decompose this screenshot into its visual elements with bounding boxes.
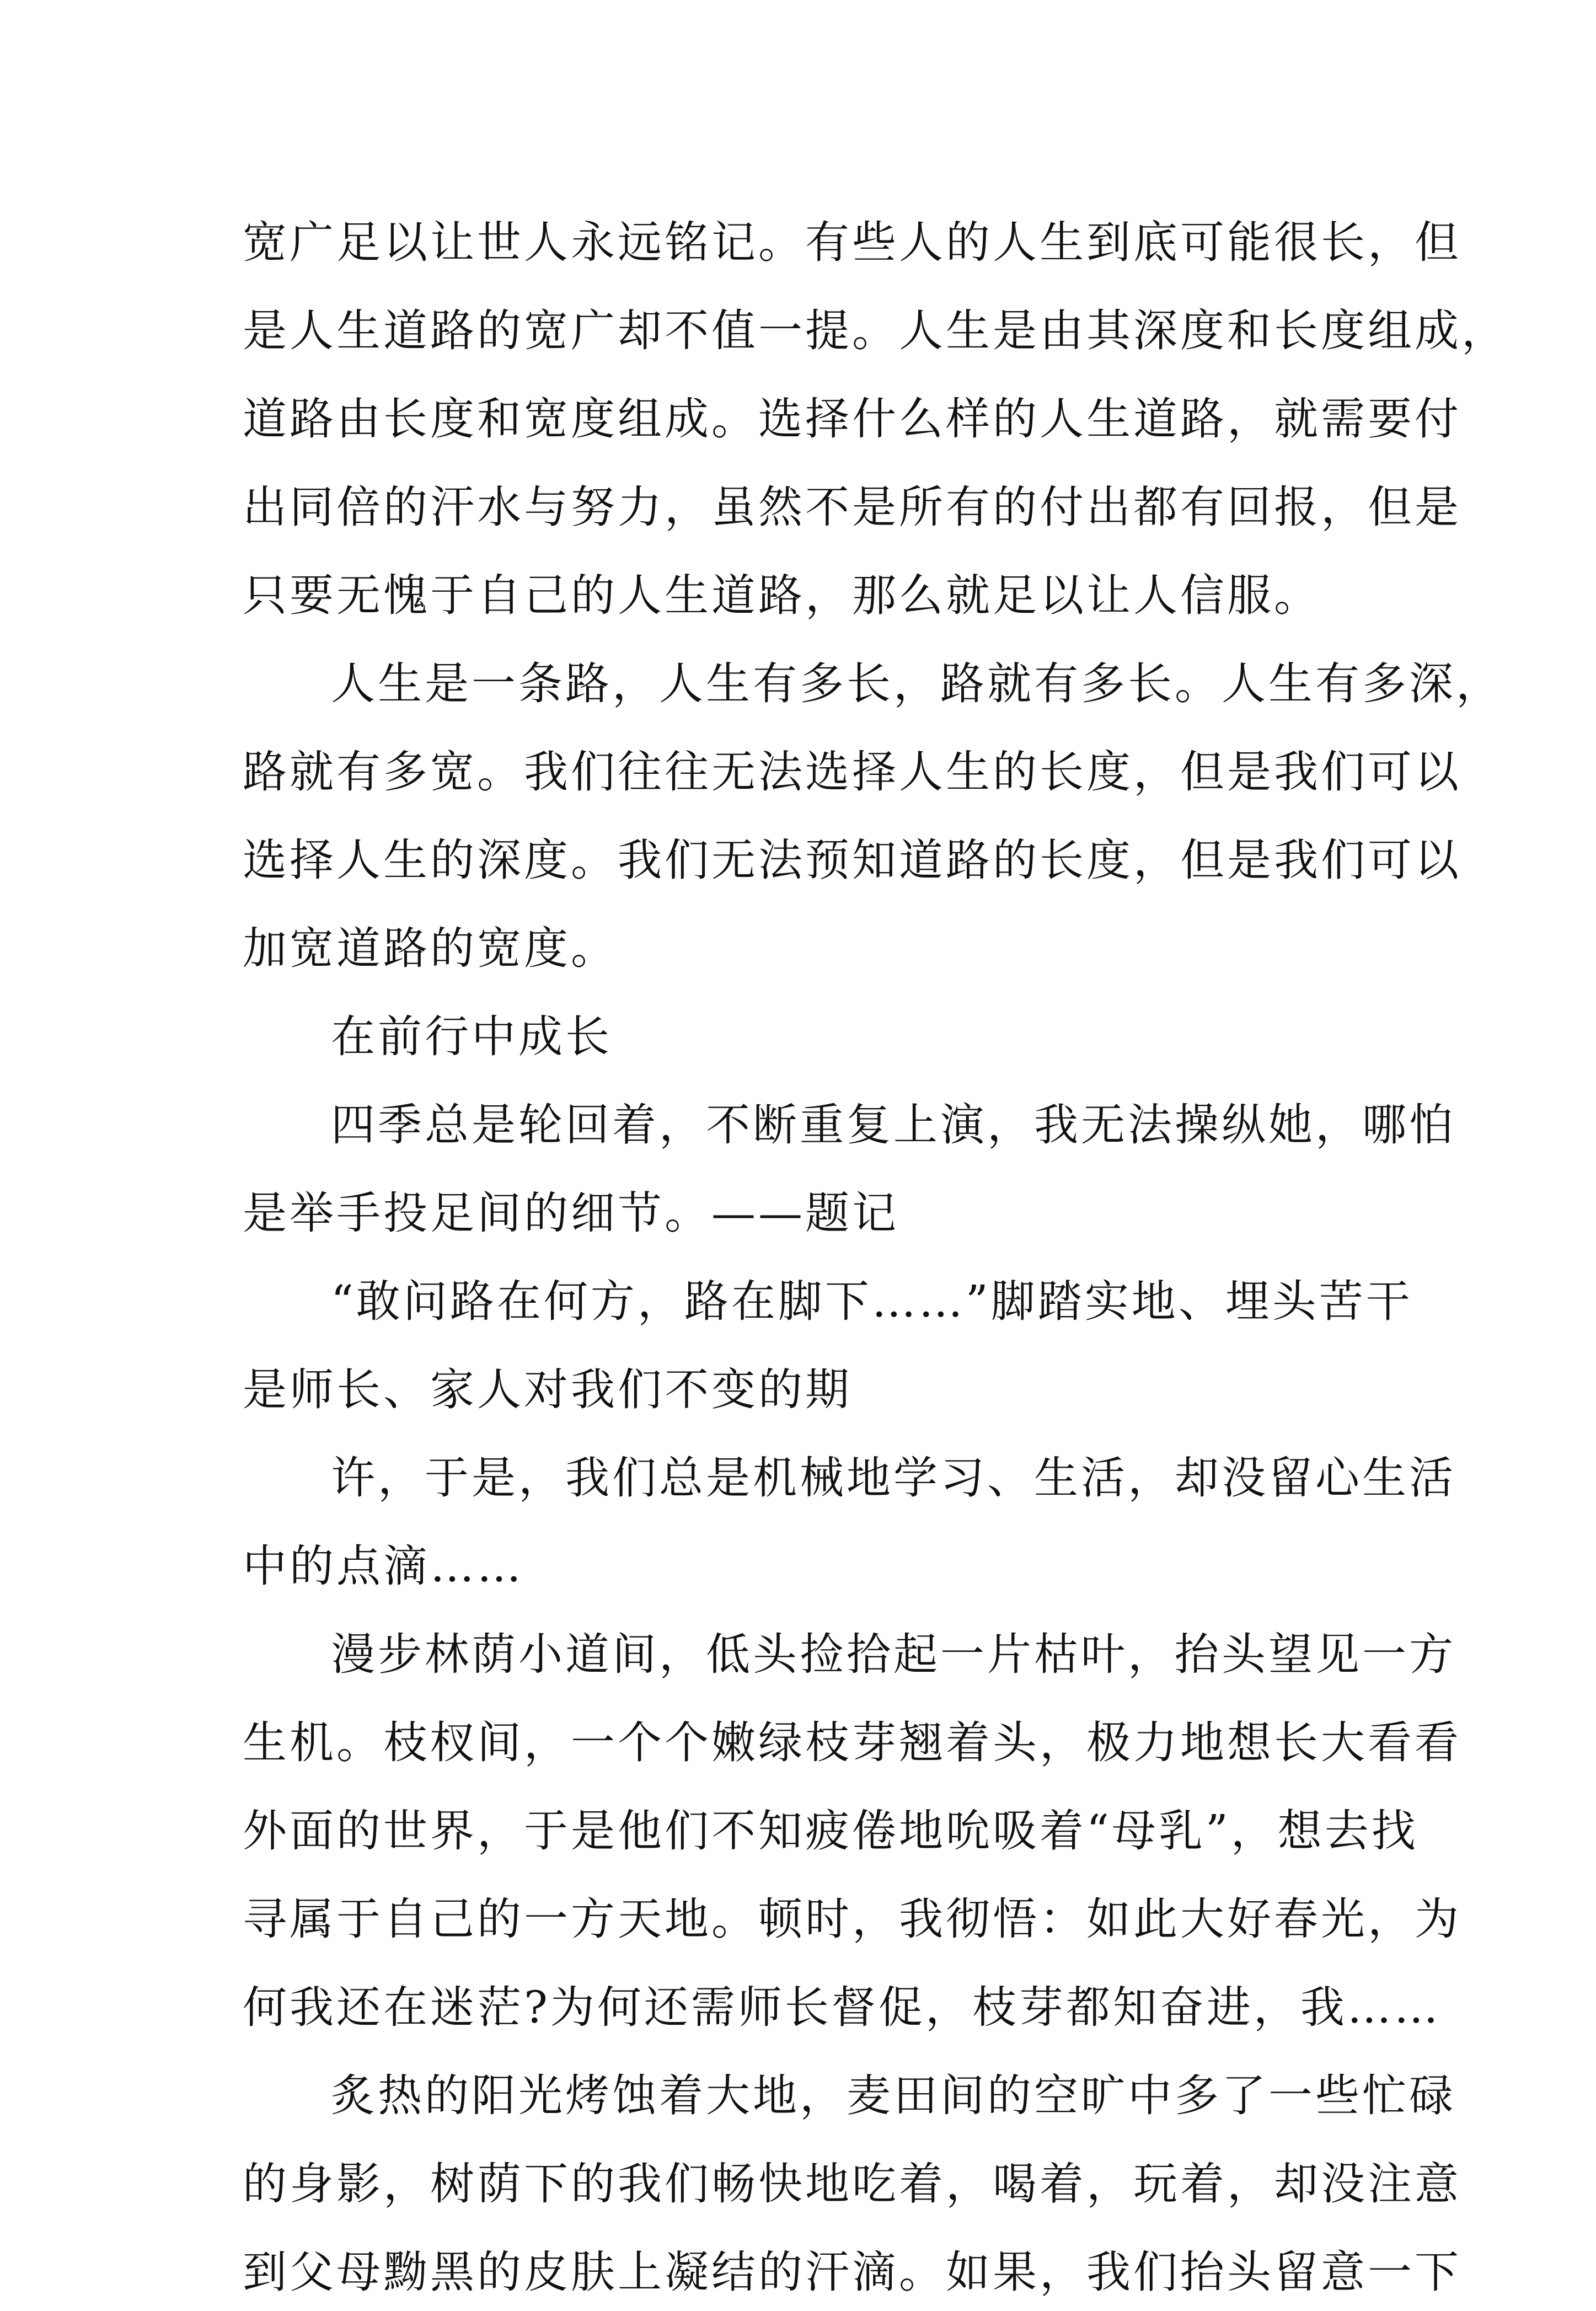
- text-line: 加宽道路的宽度。: [243, 923, 618, 974]
- text-line: 许，于是，我们总是机械地学习、生活，却没留心生活: [331, 1452, 1456, 1504]
- section-heading: 在前行中成长: [331, 1011, 612, 1062]
- text-line: 人生是一条路，人生有多长，路就有多长。人生有多深，: [331, 658, 1503, 709]
- text-line: 道路由长度和宽度组成。选择什么样的人生道路，就需要付: [243, 393, 1461, 445]
- text-line: 是举手投足间的细节。——题记: [243, 1187, 899, 1239]
- text-line: 中的点滴……: [243, 1540, 524, 1592]
- text-line: 选择人生的深度。我们无法预知道路的长度，但是我们可以: [243, 834, 1461, 886]
- text-line: 只要无愧于自己的人生道路，那么就足以让人信服。: [243, 570, 1321, 621]
- text-line: 外面的世界，于是他们不知疲倦地吮吸着“母乳”，想去找: [243, 1805, 1418, 1857]
- text-line: 出同倍的汗水与努力，虽然不是所有的付出都有回报，但是: [243, 482, 1461, 533]
- text-line: 炙热的阳光烤蚀着大地，麦田间的空旷中多了一些忙碌: [331, 2070, 1456, 2121]
- text-line: 何我还在迷茫?为何还需师长督促，枝芽都知奋进，我……: [243, 1982, 1441, 2033]
- text-line: 漫步林荫小道间，低头捡拾起一片枯叶，抬头望见一方: [331, 1629, 1456, 1680]
- text-line: “敢问路在何方，路在脚下……”脚踏实地、埋头苦干: [331, 1276, 1413, 1327]
- text-line: 是师长、家人对我们不变的期: [243, 1364, 852, 1415]
- text-line: 是人生道路的宽广却不值一提。人生是由其深度和长度组成，: [243, 305, 1508, 356]
- text-line: 的身影，树荫下的我们畅快地吃着，喝着，玩着，却没注意: [243, 2158, 1461, 2210]
- text-line: 宽广足以让世人永远铭记。有些人的人生到底可能很长，但: [243, 217, 1461, 268]
- text-line: 路就有多宽。我们往往无法选择人生的长度，但是我们可以: [243, 746, 1461, 798]
- text-line: 到父母黝黑的皮肤上凝结的汗滴。如果，我们抬头留意一下: [243, 2246, 1461, 2298]
- text-line: 寻属于自己的一方天地。顿时，我彻悟：如此大好春光，为: [243, 1893, 1461, 1945]
- text-line: 四季总是轮回着，不断重复上演，我无法操纵她，哪怕: [331, 1099, 1456, 1151]
- text-line: 生机。枝杈间，一个个嫩绿枝芽翘着头，极力地想长大看看: [243, 1717, 1461, 1768]
